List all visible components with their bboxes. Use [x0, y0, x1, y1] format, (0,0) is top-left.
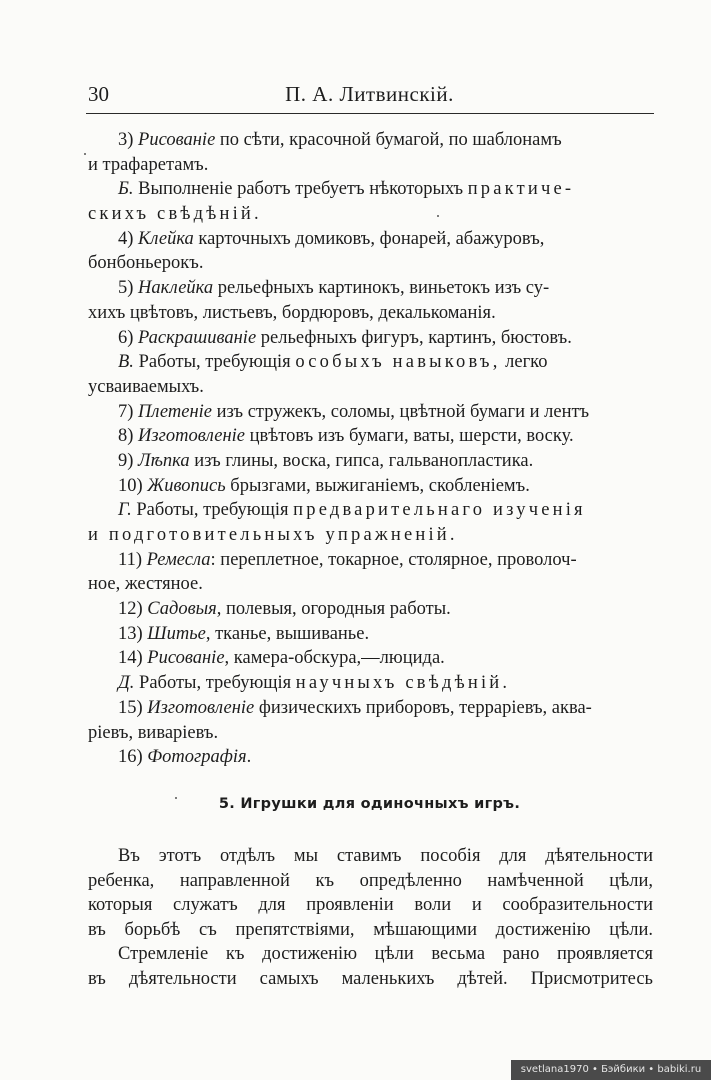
- italic-term: Д.: [118, 673, 135, 694]
- spaced-emphasis: скихъ свѣдѣній.: [88, 204, 262, 225]
- italic-term: Клейка: [138, 228, 194, 249]
- italic-term: Ремесла: [146, 549, 211, 570]
- list-line: [88, 498, 651, 523]
- body-line: Стремленіе къ достиженію цѣли весьма рано проявляется: [118, 944, 653, 964]
- text-run: 14): [118, 648, 148, 669]
- list-line: [88, 350, 651, 375]
- italic-term: Лѣпка: [138, 450, 190, 471]
- body-line: въ дѣятельности самыхъ маленькихъ дѣтей. Присмотритесь: [88, 968, 653, 989]
- text-run: Работы, требующія: [131, 500, 294, 521]
- print-speck: [84, 153, 86, 155]
- italic-term: В.: [118, 352, 134, 373]
- text-run: физическихъ приборовъ, террарiевъ, аква-: [254, 697, 592, 718]
- list-line: [88, 424, 651, 449]
- list-line: [88, 572, 651, 597]
- text-run: 15): [118, 697, 148, 718]
- text-run: , камера-обскура,—люцида.: [224, 648, 445, 669]
- text-run: хихъ цвѣтовъ, листьевъ, бордюровъ, декалькоманія.: [88, 302, 496, 323]
- italic-term: Шитье: [147, 623, 206, 644]
- list-line: [88, 646, 651, 671]
- page-number: 30: [88, 82, 109, 106]
- list-line: [88, 548, 651, 573]
- spaced-emphasis: практиче-: [467, 179, 575, 200]
- list-line: [88, 251, 651, 276]
- text-run: легко: [500, 352, 548, 373]
- print-speck: [175, 797, 177, 799]
- italic-term: Садовыя: [147, 599, 217, 620]
- watermark-caption: svetlana1970 • Бэйбики • babiki.ru: [511, 1060, 711, 1080]
- list-line: [88, 153, 651, 178]
- text-run: карточныхъ домиковъ, фонарей, абажуровъ,: [193, 228, 545, 249]
- text-run: Работы, требующія: [133, 352, 296, 373]
- text-run: Работы, требующія: [134, 673, 296, 694]
- text-run: 4): [118, 228, 139, 249]
- body-line: Въ этотъ отдѣлъ мы ставимъ пособія для дѣятельности: [118, 846, 653, 866]
- text-run: 11): [118, 549, 147, 570]
- list-line: [88, 696, 651, 721]
- text-run: 16): [118, 747, 148, 768]
- list-line: [88, 449, 651, 474]
- italic-term: Изготовленіе: [147, 697, 255, 718]
- italic-term: Живопись: [147, 475, 226, 496]
- spaced-emphasis: предварительнаго изученія: [293, 500, 586, 521]
- text-run: Выполненіе работъ требуетъ нѣкоторыхъ: [133, 179, 468, 200]
- print-speck: [437, 215, 439, 217]
- list-line: [88, 622, 651, 647]
- italic-term: Рисованіе: [147, 648, 225, 669]
- text-run: по сѣти, красочной бумагой, по шаблонамъ: [215, 130, 562, 150]
- page-header: [88, 82, 651, 112]
- text-run: цвѣтовъ изъ бумаги, ваты, шерсти, воску.: [245, 426, 574, 447]
- body-line: въ борьбѣ съ препятствіями, мѣшающими достиженію цѣли.: [88, 919, 653, 940]
- list-line: [88, 523, 651, 548]
- text-run: 8): [118, 426, 139, 447]
- text-run: 7): [118, 401, 139, 422]
- text-run: и трафаретамъ.: [88, 154, 209, 175]
- italic-term: Рисованіе: [138, 130, 216, 150]
- text-run: , тканье, вышиванье.: [205, 623, 370, 644]
- text-run: рельефныхъ фигуръ, картинъ, бюстовъ.: [256, 327, 572, 348]
- italic-term: Фотографія: [147, 747, 247, 768]
- spaced-emphasis: и подготовительныхъ упражненій.: [88, 525, 458, 545]
- text-run: усваиваемыхъ.: [88, 376, 204, 397]
- list-line: [88, 597, 651, 622]
- text-run: 6): [118, 327, 139, 348]
- list-line: [88, 400, 651, 425]
- list-line: [88, 202, 651, 227]
- running-title: П. А. Литвинскій.: [285, 82, 454, 106]
- italic-term: Плетеніе: [138, 401, 213, 422]
- italic-term: Изготовленіе: [138, 426, 245, 447]
- list-line: [88, 276, 651, 301]
- list-line: [88, 721, 651, 746]
- spaced-emphasis: особыхъ навыковъ,: [295, 352, 501, 373]
- body-line: которыя служатъ для проявленіи воли и сообразительности: [88, 895, 653, 915]
- text-run: 3): [118, 130, 139, 150]
- text-run: : переплетное, токарное, столярное, проволоч-: [210, 549, 577, 570]
- list-line: [88, 177, 651, 202]
- italic-term: Г.: [118, 500, 132, 521]
- list-line: [88, 474, 651, 499]
- text-run: изъ глины, воска, гипса, гальванопластика.: [189, 450, 534, 471]
- list-line: [88, 671, 651, 696]
- section-heading: 5. Игрушки для одиночныхъ игръ.: [218, 796, 521, 812]
- italic-term: Б.: [118, 179, 134, 200]
- text-run: .: [246, 747, 252, 768]
- crafts-list: [88, 128, 651, 770]
- spaced-emphasis: научныхъ свѣдѣній.: [295, 673, 511, 694]
- section-body: [88, 844, 653, 991]
- list-line: [88, 375, 651, 400]
- list-line: [88, 745, 651, 770]
- list-line: [88, 326, 651, 351]
- list-line: [88, 301, 651, 326]
- text-run: изъ стружекъ, соломы, цвѣтной бумаги и лентъ: [212, 401, 590, 422]
- text-run: ное, жестяное.: [88, 574, 203, 595]
- list-line: [88, 128, 651, 153]
- text-run: 10): [118, 475, 148, 496]
- list-line: [88, 227, 651, 252]
- text-run: 5): [118, 278, 139, 299]
- header-rule: [86, 113, 654, 114]
- body-line: ребенка, направленной къ опредѣленно намѣченной цѣли,: [88, 870, 653, 891]
- text-run: брызгами, выжиганіемъ, скобленіемъ.: [225, 475, 530, 496]
- text-run: ріевъ, виваріевъ.: [88, 722, 219, 743]
- text-run: 9): [118, 450, 139, 471]
- italic-term: Раскрашиваніе: [138, 327, 257, 348]
- text-run: 12): [118, 599, 148, 620]
- text-run: 13): [118, 623, 148, 644]
- text-run: рельефныхъ картинокъ, виньетокъ изъ су-: [213, 278, 550, 299]
- text-run: , полевыя, огородныя работы.: [216, 599, 451, 620]
- text-run: бонбоньерокъ.: [88, 253, 204, 274]
- italic-term: Наклейка: [138, 278, 214, 299]
